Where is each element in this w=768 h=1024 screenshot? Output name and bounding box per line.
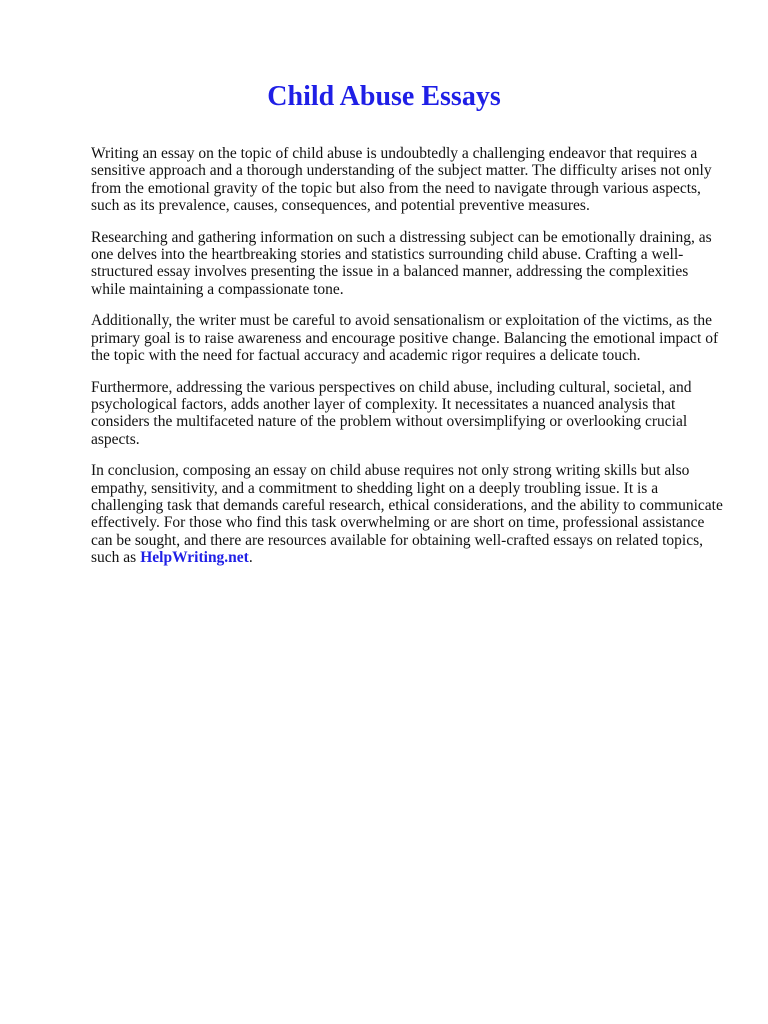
paragraph-4: Furthermore, addressing the various perspectives on child abuse, including cultural, societal, and psychological factors, adds another layer of complexity. It necessitates a nuanced analysis that considers the multifaceted nature of the problem without oversimplifying or overlooking crucial aspects. [91,378,692,448]
page-title: Child Abuse Essays [267,81,501,112]
essay-body [91,145,723,581]
conclusion-text: In conclusion, composing an essay on child abuse requires not only strong writing skills but also empathy, sensitivity, and a commitment to shedding light on a deeply troubling issue. It is a challenging task that demands careful research, ethical considerations, and the ability to communicate effectively. For those who find this task overwhelming or are short on time, professional assistance can be sought, and there are resources available for obtaining well-crafted essays on related topics, such as [91,462,723,566]
helpwriting-link[interactable]: HelpWriting.net [140,548,249,566]
conclusion-end-punct: . [248,548,253,566]
paragraph-1: Writing an essay on the topic of child abuse is undoubtedly a challenging endeavor that requires a sensitive approach and a thorough understanding of the subject matter. The difficulty arises not only from the emotional gravity of the topic but also from the need to navigate through various aspects, such as its prevalence, causes, consequences, and potential preventive measures. [91,145,712,214]
paragraph-2: Researching and gathering information on such a distressing subject can be emotionally draining, as one delves into the heartbreaking stories and statistics surrounding child abuse. Crafting a well-structured essay involves presenting the issue in a balanced manner, addressing the complexities while maintaining a compassionate tone. [91,228,712,298]
paragraph-3: Additionally, the writer must be careful to avoid sensationalism or exploitation of the victims, as the primary goal is to raise awareness and encourage positive change. Balancing the emotional impact of the topic with the need for factual accuracy and academic rigor requires a delicate touch. [91,312,719,364]
paragraph-conclusion [91,462,723,566]
